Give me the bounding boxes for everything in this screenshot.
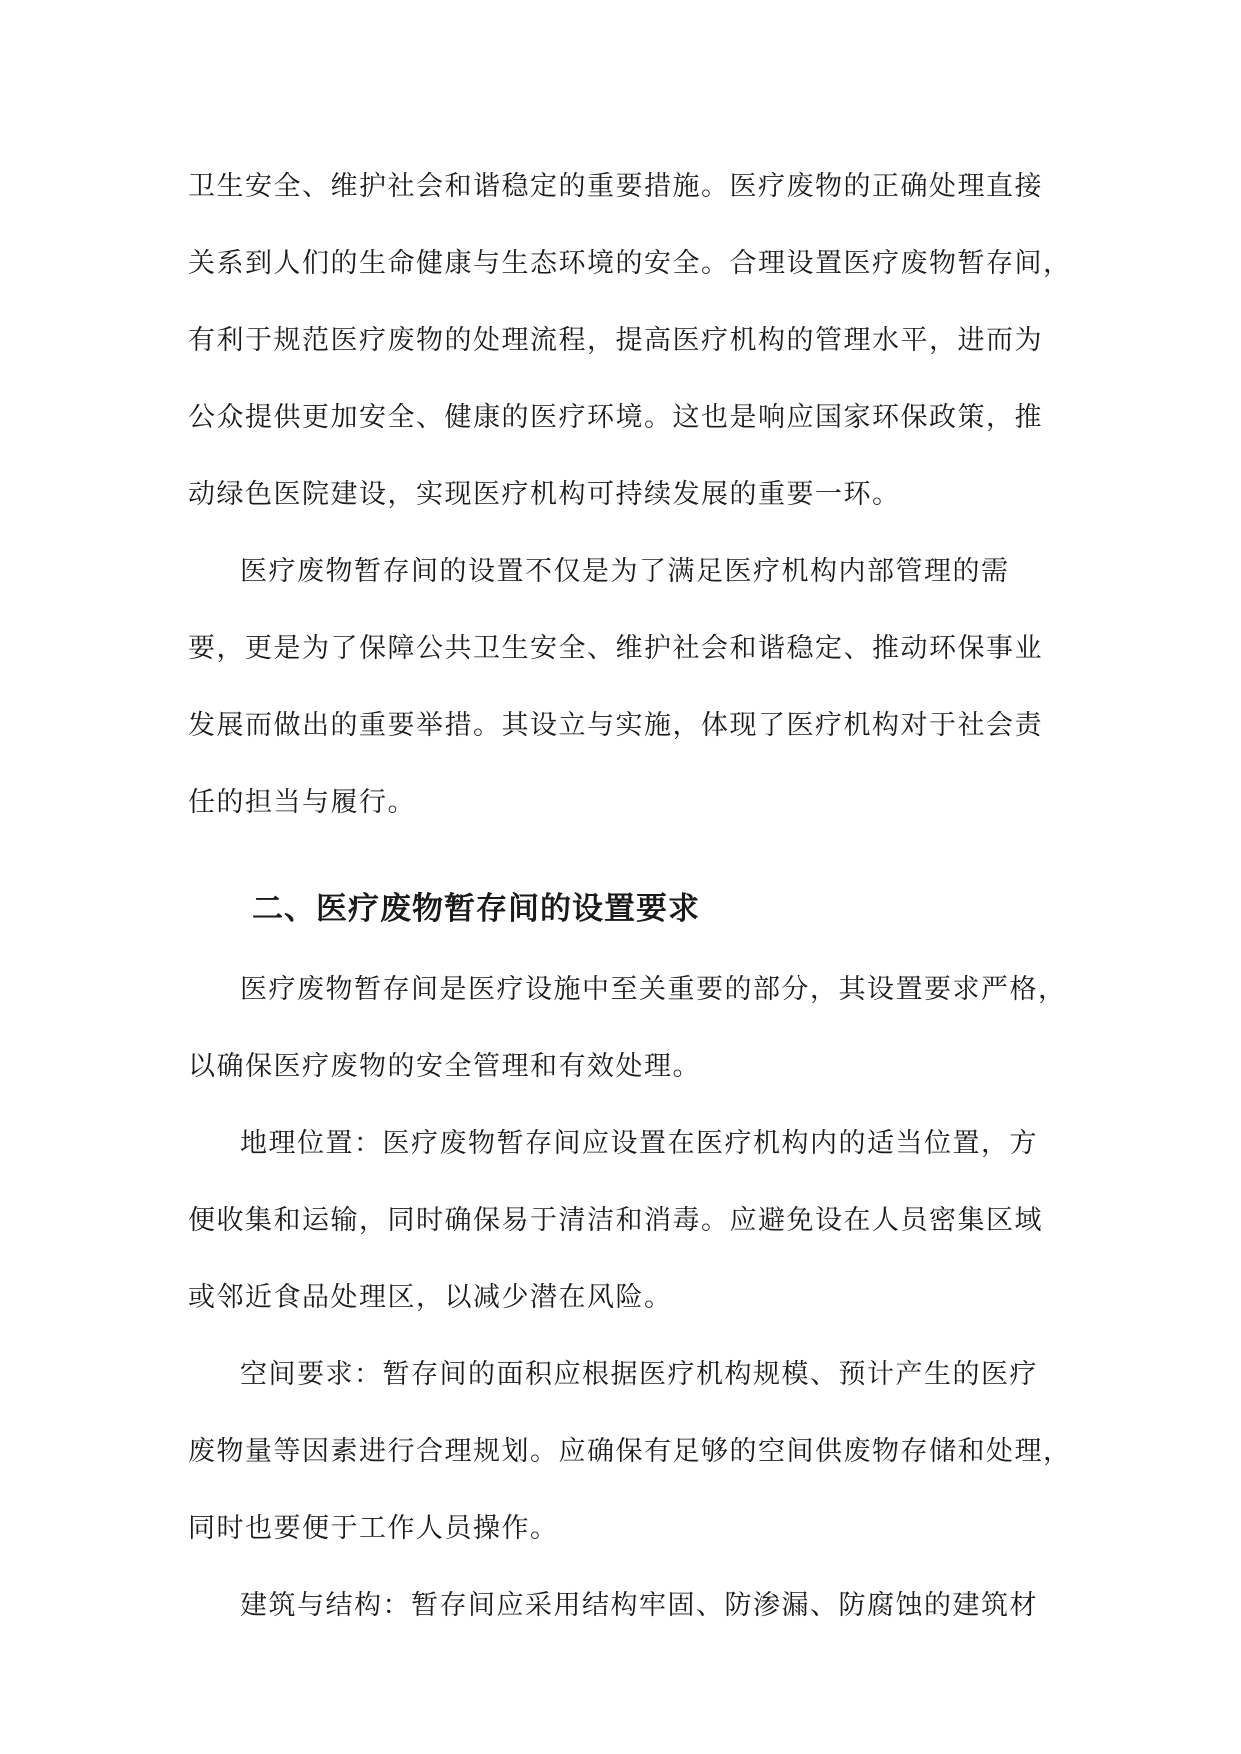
text-line: 医疗废物暂存间是医疗设施中至关重要的部分，其设置要求严格， bbox=[240, 974, 1067, 1005]
text-line: 有利于规范医疗废物的处理流程，提高医疗机构的管理水平，进而为 bbox=[188, 325, 1043, 356]
paragraph-4 bbox=[188, 1105, 1068, 1336]
text-line: 动绿色医院建设，实现医疗机构可持续发展的重要一环。 bbox=[188, 479, 901, 510]
text-line: 关系到人们的生命健康与生态环境的安全。合理设置医疗废物暂存间， bbox=[188, 248, 1072, 279]
text-line: 卫生安全、维护社会和谐稳定的重要措施。医疗废物的正确处理直接 bbox=[188, 171, 1043, 202]
text-line: 空间要求：暂存间的面积应根据医疗机构规模、预计产生的医疗 bbox=[240, 1359, 1038, 1390]
paragraph-3 bbox=[188, 951, 1068, 1105]
text-line: 同时也要便于工作人员操作。 bbox=[188, 1513, 559, 1544]
paragraph-1 bbox=[188, 148, 1072, 533]
document-body bbox=[188, 148, 1072, 1644]
text-line: 以确保医疗废物的安全管理和有效处理。 bbox=[188, 1051, 701, 1082]
paragraph-6 bbox=[188, 1567, 1068, 1644]
text-line: 建筑与结构：暂存间应采用结构牢固、防渗漏、防腐蚀的建筑材 bbox=[240, 1590, 1038, 1621]
text-line: 废物量等因素进行合理规划。应确保有足够的空间供废物存储和处理， bbox=[188, 1436, 1072, 1467]
text-line: 公众提供更加安全、健康的医疗环境。这也是响应国家环保政策，推 bbox=[188, 402, 1043, 433]
text-line: 发展而做出的重要举措。其设立与实施，体现了医疗机构对于社会责 bbox=[188, 710, 1043, 741]
paragraph-2 bbox=[188, 533, 1068, 841]
text-line: 要，更是为了保障公共卫生安全、维护社会和谐稳定、推动环保事业 bbox=[188, 633, 1043, 664]
text-line: 医疗废物暂存间的设置不仅是为了满足医疗机构内部管理的需 bbox=[240, 556, 1010, 587]
text-line: 便收集和运输，同时确保易于清洁和消毒。应避免设在人员密集区域 bbox=[188, 1205, 1043, 1236]
paragraph-5 bbox=[188, 1336, 1072, 1567]
text-line: 地理位置：医疗废物暂存间应设置在医疗机构内的适当位置，方 bbox=[240, 1128, 1038, 1159]
text-line: 或邻近食品处理区，以减少潜在风险。 bbox=[188, 1282, 673, 1313]
section-heading: 二、医疗废物暂存间的设置要求 bbox=[252, 891, 700, 927]
text-line: 任的担当与履行。 bbox=[188, 787, 416, 818]
